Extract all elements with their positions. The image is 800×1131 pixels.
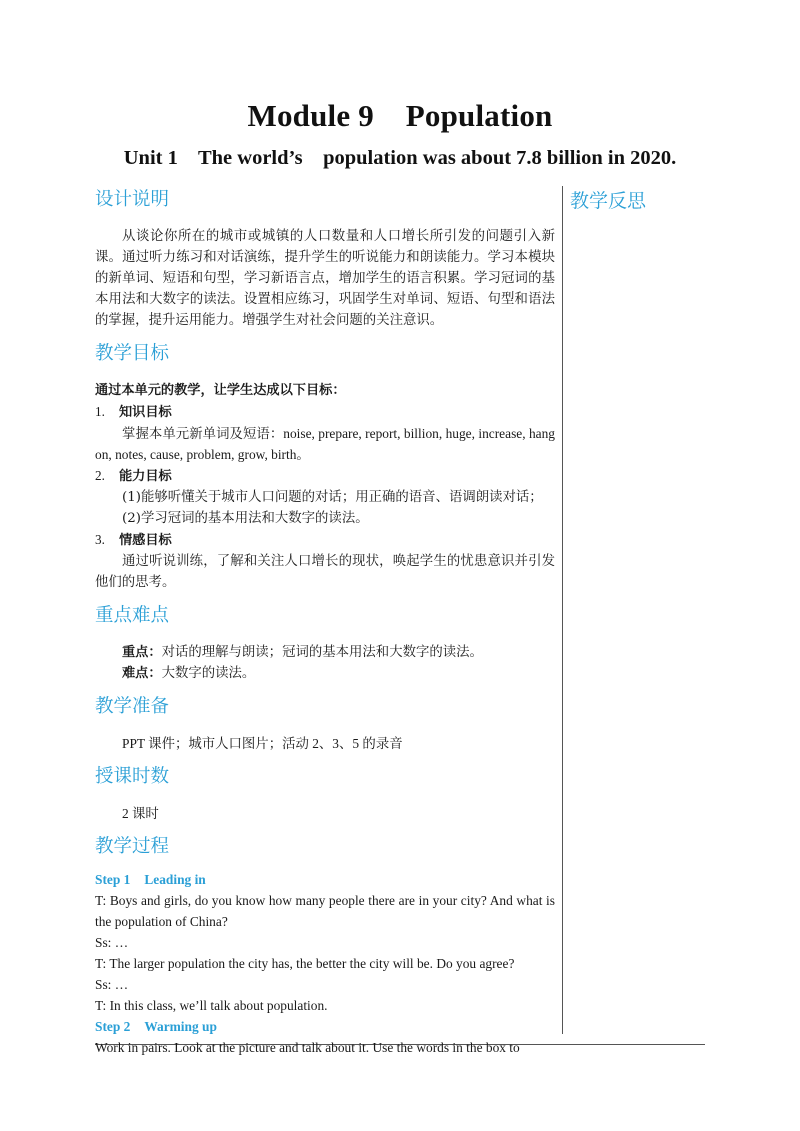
difficulty-text: 大数字的读法。 bbox=[161, 666, 256, 681]
reflection-heading: 教学反思 bbox=[570, 190, 647, 212]
step-2-heading bbox=[95, 1016, 555, 1037]
objective-1-text: 掌握本单元新单词及短语：noise, prepare, report, billion, huge, increase, hang on, notes, cause, problem, grow, birth。 bbox=[95, 426, 555, 462]
objective-2-title bbox=[95, 465, 555, 487]
objective-3-number: 3. bbox=[95, 532, 105, 547]
objective-3-text: 通过听说训练，了解和关注人口增长的现状，唤起学生的忧患意识并引发他们的思考。 bbox=[95, 554, 555, 590]
objectives-heading: 教学目标 bbox=[95, 343, 170, 364]
process-heading: 教学过程 bbox=[95, 836, 170, 857]
objective-1-number: 1. bbox=[95, 404, 105, 419]
keypoints-heading: 重点难点 bbox=[95, 605, 170, 626]
objectives-section bbox=[95, 340, 555, 593]
preparation-text: PPT 课件；城市人口图片；活动 2、3、5 的录音 bbox=[122, 736, 403, 751]
step-1-heading bbox=[95, 869, 555, 890]
design-text: 从谈论你所在的城市或城镇的人口数量和人口增长所引发的问题引入新课。通过听力练习和对话演练，提升学生的听说能力和朗读能力。学习本模块的新单词、短语和句型，学习新语言点，增加学生的语言积累。学习冠词的基本用法和大数字的读法。设置相应练习，巩固学生对单词、短语、句型和语法的掌握，提升运用能力。增强学生对社会问题的关注意识。 bbox=[95, 229, 555, 328]
lesson-plan-body bbox=[95, 186, 555, 1067]
step-1-label: Step 1 bbox=[95, 872, 131, 887]
step-1-line-2: Ss: … bbox=[95, 935, 129, 950]
step-2-text: Work in pairs. Look at the picture and talk about it. Use the words in the box to bbox=[95, 1040, 520, 1055]
objective-2-number: 2. bbox=[95, 468, 105, 483]
objective-2-label: 能力目标 bbox=[119, 469, 172, 484]
process-section bbox=[95, 833, 555, 1058]
focus-line bbox=[95, 642, 555, 663]
step-1-line-4: Ss: … bbox=[95, 977, 129, 992]
step-2-label: Step 2 bbox=[95, 1019, 131, 1034]
step-1-line-3: T: The larger population the city has, the better the city will be. Do you agree? bbox=[95, 956, 515, 971]
hours-heading: 授课时数 bbox=[95, 766, 170, 787]
module-title: Module 9 Population bbox=[247, 98, 553, 133]
objective-1-label: 知识目标 bbox=[119, 405, 172, 420]
step-1-line-5: T: In this class, we’ll talk about population. bbox=[95, 998, 328, 1013]
step-1-title: Leading in bbox=[144, 872, 206, 887]
step-2-title: Warming up bbox=[144, 1019, 217, 1034]
preparation-section bbox=[95, 693, 555, 754]
objective-3-label: 情感目标 bbox=[119, 533, 172, 548]
preparation-heading: 教学准备 bbox=[95, 696, 170, 717]
hours-text: 2 课时 bbox=[122, 806, 159, 821]
difficulty-label: 难点： bbox=[122, 666, 162, 681]
design-section bbox=[95, 186, 555, 331]
column-divider bbox=[562, 186, 563, 1034]
design-heading: 设计说明 bbox=[95, 189, 170, 210]
step-1-line-1: T: Boys and girls, do you know how many people there are in your city? And what is the population of China? bbox=[95, 893, 555, 929]
objective-2-line-1: (1)能够听懂关于城市人口问题的对话；用正确的语音、语调朗读对话； bbox=[122, 490, 543, 505]
unit-title: Unit 1 The world’s population was about 7.8 billion in 2020. bbox=[123, 147, 677, 169]
keypoints-section bbox=[95, 602, 555, 684]
hours-section bbox=[95, 763, 555, 824]
objectives-intro: 通过本单元的教学，让学生达成以下目标： bbox=[95, 383, 346, 398]
focus-text: 对话的理解与朗读；冠词的基本用法和大数字的读法。 bbox=[161, 645, 483, 660]
objective-2-line-2: (2)学习冠词的基本用法和大数字的读法。 bbox=[122, 511, 369, 526]
focus-label: 重点： bbox=[122, 645, 162, 660]
objective-3-title bbox=[95, 529, 555, 551]
difficulty-line bbox=[95, 663, 555, 684]
objective-1-title bbox=[95, 401, 555, 423]
